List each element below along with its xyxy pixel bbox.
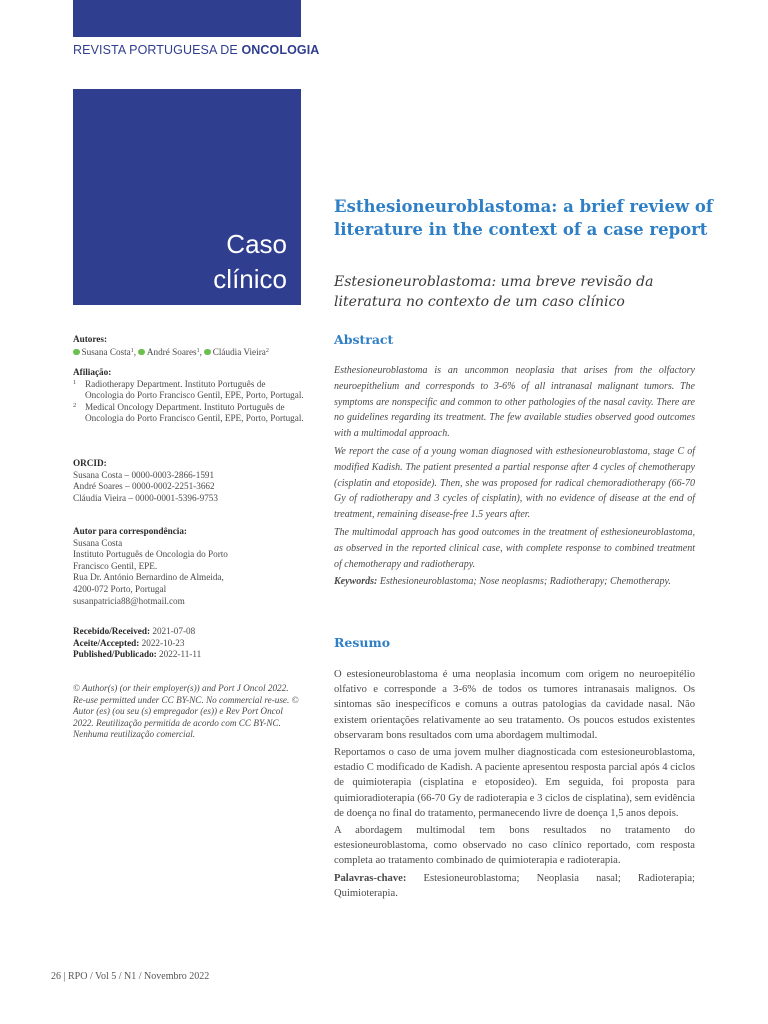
abstract-heading: Abstract — [334, 332, 394, 347]
article-title: Esthesioneuroblastoma: a brief review of literature in the context of a case report — [334, 197, 714, 239]
journal-name — [73, 43, 319, 57]
resumo-body — [334, 667, 695, 903]
date-value: 2022-10-23 — [141, 637, 185, 648]
header-color-bar — [73, 0, 301, 37]
orcid-icon[interactable] — [138, 349, 145, 356]
journal-name-prefix: REVISTA PORTUGUESA DE — [73, 43, 242, 57]
authors-list: Susana Costa$^1$, André Soares$^1$, Cláudia Vieira$^2$ — [73, 346, 305, 359]
author-name: Cláudia Vieira — [212, 346, 266, 357]
correspondence-line: Instituto Português de Oncologia do Porto — [73, 549, 228, 560]
abstract-paragraph: We report the case of a young woman diagnosed with esthesioneuroblastoma, stage C of modified Kadish. The patient presented a partial response after 4 cycles of chemotherapy (cisplatin and etoposide). Then, she was proposed for radical chemoradiotherapy (66-70 Gy of radiotherapy and 3 cycles of cisplatin), with no evidence of disease at the end of treatment, remaining disease-free 1.5 years after. — [334, 445, 695, 521]
article-type-line2: clínico — [213, 264, 287, 294]
correspondence-line: Susana Costa — [73, 537, 123, 548]
author-affiliation-number: 2 — [265, 347, 269, 354]
affiliation-heading: Afiliação: — [73, 367, 112, 377]
affiliation-number: 1 — [73, 378, 77, 386]
keywords-text: Esthesioneuroblastoma; Nose neoplasms; Radiotherapy; Chemotherapy. — [377, 576, 671, 588]
date-label: Aceite/Accepted: — [73, 637, 140, 648]
article-type-label — [213, 227, 287, 297]
correspondence-line: Francisco Gentil, EPE. — [73, 560, 158, 571]
affiliation-number: 2 — [73, 401, 77, 409]
orcid-heading: ORCID: — [73, 458, 107, 468]
date-label: Recebido/Received: — [73, 626, 151, 636]
correspondence-email[interactable]: susanpatricia88@hotmail.com — [73, 595, 185, 606]
correspondence-section — [73, 526, 305, 607]
journal-name-bold: ONCOLOGIA — [241, 43, 320, 57]
keywords-text: Estesioneuroblastoma; Neoplasia nasal; Radioterapia; Quimioterapia. — [334, 872, 695, 899]
correspondence-heading: Autor para correspondência: — [73, 526, 187, 536]
affiliation-item — [73, 379, 305, 402]
abstract-paragraph: Esthesioneuroblastoma is an uncommon neoplasia that arises from the olfactory neuroepithelium and corresponds to 3-6% of all intranasal malignant tumors. The symptoms are nonspecific and common to other pathologies of the nasal cavity. There are no guidelines regarding its treatment. The few available studies observed good outcomes with a multimodal approach. — [334, 365, 695, 440]
affiliation-section — [73, 367, 305, 425]
affiliation-text: Medical Oncology Department. Instituto Português de Oncologia do Porto Francisco Gentil, EPE, Porto, Portugal. — [85, 401, 304, 424]
orcid-icon[interactable] — [204, 349, 211, 356]
orcid-entry: Cláudia Vieira – 0000-0001-5396-9753 — [73, 492, 218, 503]
date-value: 2021-07-08 — [152, 626, 196, 636]
date-received — [73, 626, 305, 638]
keywords-label: Keywords: — [334, 576, 378, 588]
author-affiliation-number: 1 — [196, 347, 200, 354]
resumo-paragraph: A abordagem multimodal tem bons resultados no tratamento do estesioneuroblastoma, como observado no caso clínico reportado, com resposta completa ao tratamento combinado de quimioterapia e radioterapia. — [334, 825, 695, 867]
authors-heading: Autores: — [73, 334, 108, 344]
abstract-body — [334, 363, 695, 592]
correspondence-line: 4200-072 Porto, Portugal — [73, 583, 167, 594]
article-type-box — [73, 89, 301, 305]
license-note: © Author(s) (or their employer(s)) and Port J Oncol 2022. Re-use permitted under CC BY-NC. No commercial re-use. © Autor (es) (ou seu (s) empregador (es)) e Rev Port Oncol 2022. Reutilização permitida de acordo com CC BY-NC. Nenhuma reutilização comercial. — [73, 683, 299, 740]
author-name: Susana Costa — [81, 346, 131, 357]
orcid-entry: André Soares – 0000-0002-2251-3662 — [73, 481, 215, 492]
correspondence-line: Rua Dr. António Bernardino de Almeida, — [73, 572, 224, 583]
orcid-section — [73, 458, 305, 504]
date-value: 2022-11-11 — [159, 649, 202, 660]
resumo-heading: Resumo — [334, 635, 391, 650]
orcid-icon[interactable] — [73, 349, 80, 356]
date-accepted — [73, 638, 305, 650]
orcid-entry: Susana Costa – 0000-0003-2866-1591 — [73, 469, 215, 480]
page-footer: 26 | RPO / Vol 5 / N1 / Novembro 2022 — [51, 971, 210, 982]
affiliation-item — [73, 402, 305, 425]
keywords-label: Palavras-chave: — [334, 872, 407, 884]
affiliation-text: Radiotherapy Department. Instituto Português de Oncologia do Porto Francisco Gentil, EPE, Porto, Portugal. — [85, 378, 304, 401]
date-label: Published/Publicado: — [73, 649, 157, 660]
date-published — [73, 649, 305, 661]
author-affiliation-number: 1 — [130, 347, 134, 354]
article-subtitle: Estesioneuroblastoma: uma breve revisão da literatura no contexto de um caso clínico — [334, 274, 654, 310]
article-type-line1: Caso — [226, 229, 287, 259]
dates-section — [73, 626, 305, 661]
authors-section — [73, 334, 305, 358]
resumo-paragraph: Reportamos o caso de uma jovem mulher diagnosticada com estesioneuroblastoma, estadio C modificado de Kadish. A paciente apresentou resposta parcial após 4 ciclos de quimioterapia (cisplatina e etoposídeo). Em seguida, foi proposta para quimioradioterapia (66-70 Gy de radioterapia e 3 ciclos de cisplatina), sem evidência de doença no final do tratamento, permanecendo livre de doença 1,5 anos depois. — [334, 747, 695, 819]
abstract-paragraph: The multimodal approach has good outcomes in the treatment of esthesioneuroblastoma, as observed in the reported clinical case, with complete response to combined treatment of chemotherapy and radiotherapy. — [334, 526, 695, 570]
resumo-keywords — [334, 871, 695, 901]
resumo-paragraph: O estesioneuroblastoma é uma neoplasia incomum com origem no neuroepitélio olfativo e corresponde a 3-6% de todos os tumores intranasais malignos. Os sintomas são inespecíficos e comuns a outras patologias da cavidade nasal. Não existem orientações relativamente ao seu tratamento. Os poucos estudos existentes observaram bons resultados com uma abordagem multimodal. — [334, 669, 695, 741]
author-name: André Soares — [146, 346, 197, 357]
abstract-keywords — [334, 574, 695, 590]
